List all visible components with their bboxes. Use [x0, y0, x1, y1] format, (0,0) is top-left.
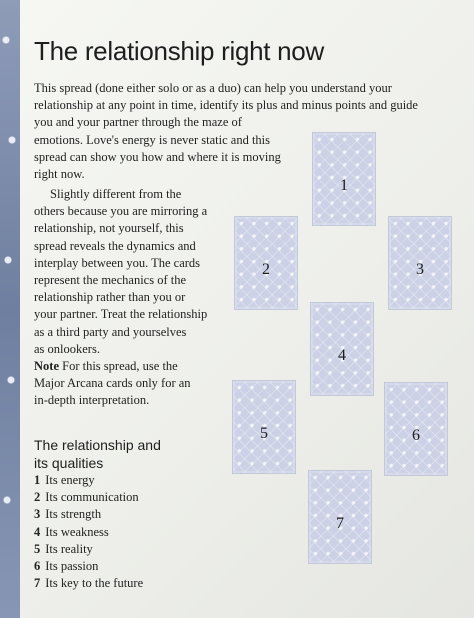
note-line: [34, 358, 239, 375]
list-item: [34, 524, 143, 541]
card-number: 4: [338, 347, 346, 364]
tarot-card-7: [308, 470, 372, 564]
book-page: [20, 0, 474, 618]
body-line: Slightly different from the: [50, 187, 182, 201]
body-line: your partner. Treat the relationship: [34, 307, 208, 322]
list-item: [34, 575, 143, 592]
item-text: Its reality: [45, 541, 93, 556]
card-number: 1: [340, 177, 348, 194]
item-number: 6: [34, 559, 41, 574]
intro-line: spread can show you how and where it is moving: [34, 149, 281, 164]
intro-line: This spread (done either solo or as a duo) can help you understand your: [34, 81, 392, 95]
item-text: Its energy: [45, 473, 95, 487]
intro-line: emotions. Love's energy is never static and this: [34, 132, 270, 147]
card-number: 5: [260, 425, 268, 442]
qualities-heading-line: The relationship and: [34, 437, 161, 453]
tarot-card-4: [310, 302, 374, 396]
body-line: others because you are mirroring a: [34, 204, 208, 219]
list-item: [34, 558, 143, 575]
list-item: [34, 506, 143, 523]
body-line: interplay between you. The cards: [34, 255, 201, 270]
item-number: 1: [34, 473, 41, 487]
item-text: Its key to the future: [45, 576, 144, 591]
page-title: The relationship right now: [34, 36, 324, 66]
qualities-heading: [34, 436, 161, 472]
item-number: 4: [34, 524, 41, 539]
intro-line: right now.: [34, 167, 85, 182]
list-item: [34, 472, 143, 489]
intro-line: relationship at any point in time, identify its plus and minus points and guide: [34, 98, 418, 113]
list-item: [34, 489, 143, 506]
item-text: Its passion: [45, 559, 99, 574]
qualities-heading-line: its qualities: [34, 455, 104, 471]
list-item: [34, 541, 143, 558]
body-line: relationship, not yourself, this: [34, 221, 184, 236]
body-line: as onlookers.: [34, 341, 100, 356]
body-line: relationship rather than you or: [34, 290, 186, 305]
note-label: Note: [34, 359, 59, 374]
note-text: For this spread, use the: [59, 359, 178, 374]
card-number: 2: [262, 261, 270, 278]
note-line: in-depth interpretation.: [34, 393, 150, 408]
body-line: represent the mechanics of the: [34, 273, 187, 288]
body-line: spread reveals the dynamics and: [34, 238, 196, 253]
intro-paragraph: [34, 80, 464, 183]
tarot-card-1: [312, 132, 376, 226]
item-number: 5: [34, 541, 41, 556]
card-number: 6: [412, 427, 420, 444]
tarot-card-3: [388, 216, 452, 310]
body-paragraph: [34, 186, 239, 410]
tarot-card-5: [232, 380, 296, 474]
card-number: 7: [336, 515, 344, 532]
qualities-list: [34, 472, 143, 592]
tarot-card-2: [234, 216, 298, 310]
item-text: Its weakness: [45, 524, 109, 539]
body-line: as a third party and yourselves: [34, 324, 187, 339]
card-number: 3: [416, 261, 424, 278]
item-text: Its strength: [45, 507, 102, 522]
item-number: 3: [34, 507, 41, 522]
page-edge-binding: [0, 0, 20, 618]
tarot-card-6: [384, 382, 448, 476]
item-number: 2: [34, 490, 41, 505]
item-number: 7: [34, 576, 41, 591]
note-line: Major Arcana cards only for an: [34, 376, 191, 391]
intro-line: you and your partner through the maze of: [34, 115, 242, 130]
item-text: Its communication: [45, 490, 139, 505]
